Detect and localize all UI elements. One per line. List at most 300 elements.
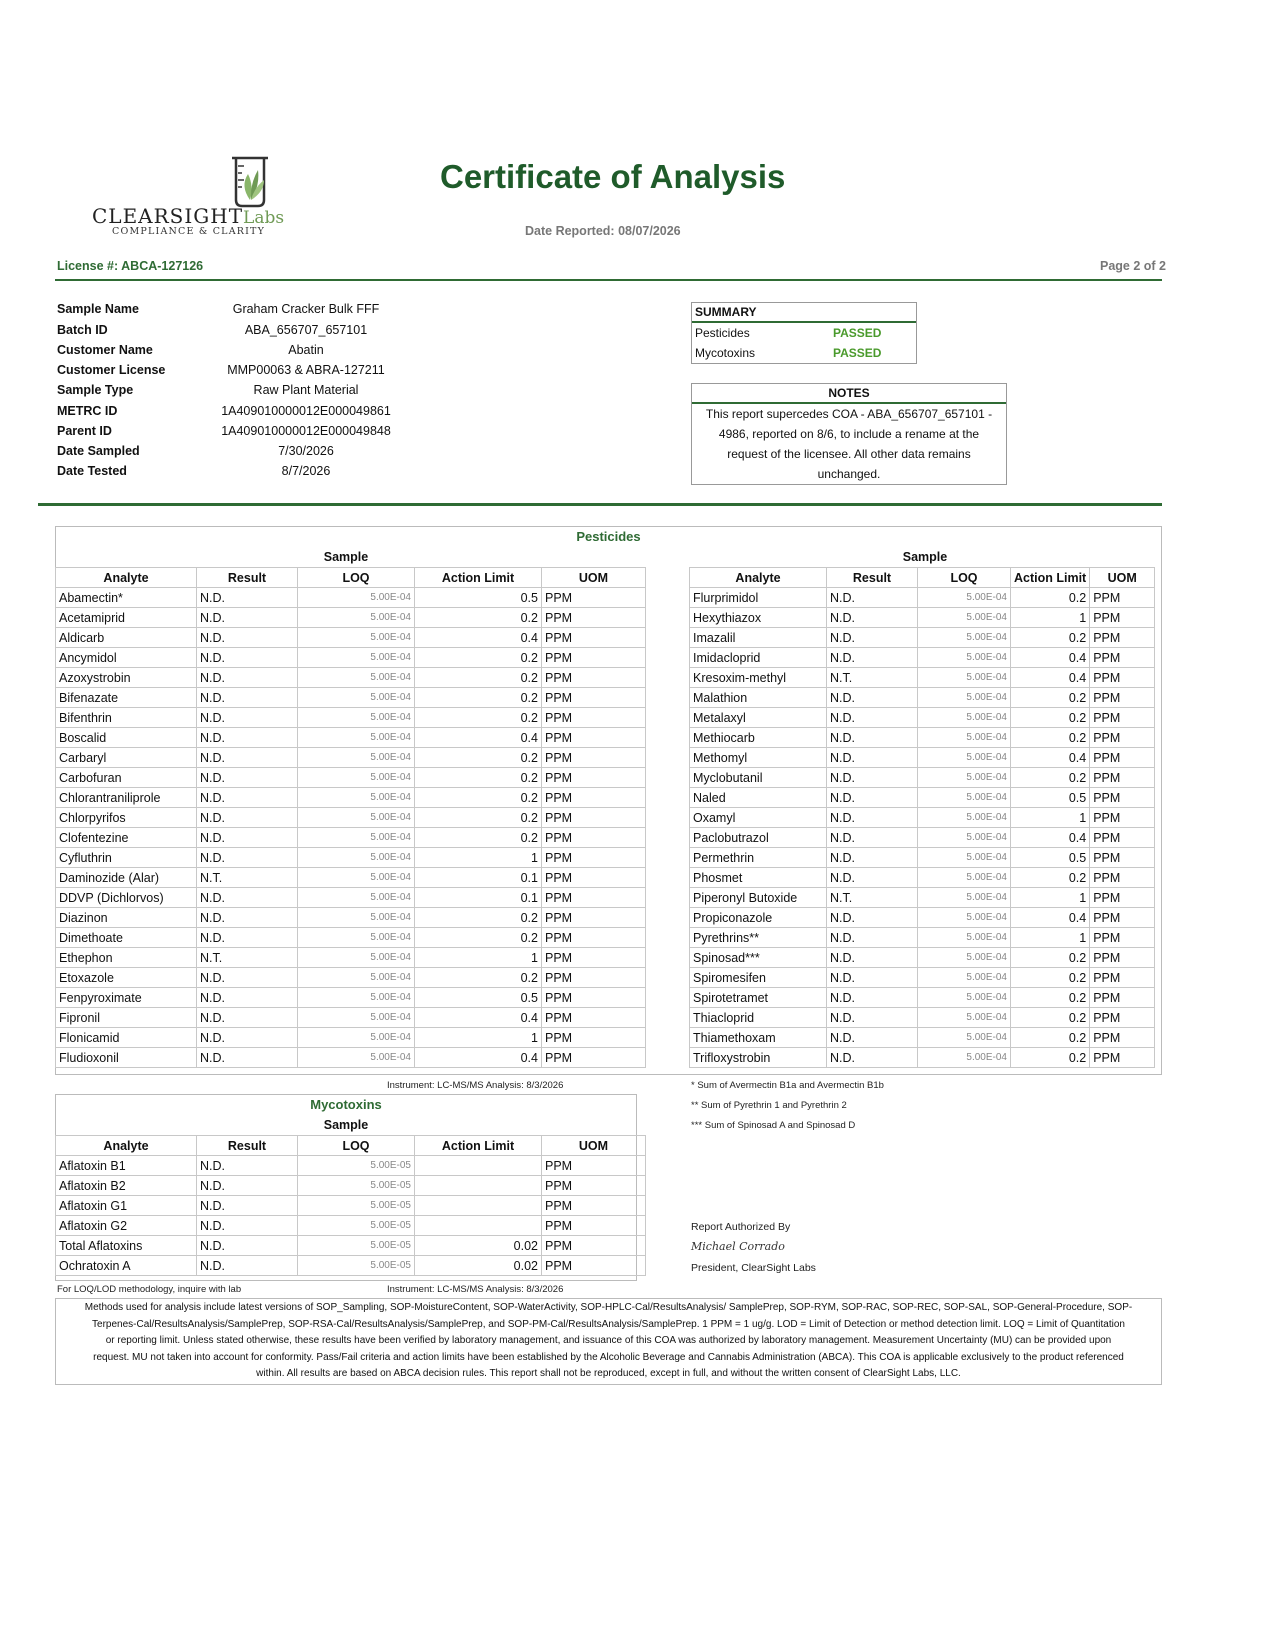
table-cell: N.D. (197, 768, 298, 788)
table-cell: Diazinon (56, 908, 197, 928)
table-cell: Hexythiazox (690, 608, 827, 628)
table-cell: 0.4 (1011, 908, 1090, 928)
info-label: METRC ID (57, 404, 118, 418)
table-cell: 5.00E-04 (298, 848, 415, 868)
table-cell: 0.2 (415, 928, 542, 948)
table-cell: 5.00E-05 (298, 1256, 415, 1276)
column-header: UOM (542, 1136, 646, 1156)
table-cell: 0.02 (415, 1256, 542, 1276)
table-cell: 5.00E-04 (298, 628, 415, 648)
table-row (690, 808, 1155, 828)
info-value: 1A409010000012E000049861 (221, 404, 391, 418)
table-cell: N.D. (827, 928, 918, 948)
table-cell: 0.1 (415, 868, 542, 888)
mycotoxins-sample-header: Sample (323, 1118, 369, 1132)
table-cell: PPM (542, 948, 646, 968)
table-row (56, 768, 646, 788)
pesticides-title: Pesticides (576, 529, 641, 544)
table-cell: PPM (542, 708, 646, 728)
table-cell: Dimethoate (56, 928, 197, 948)
table-cell: Fipronil (56, 1008, 197, 1028)
table-cell: Flurprimidol (690, 588, 827, 608)
pesticides-table-left (55, 567, 646, 1068)
table-cell: Methomyl (690, 748, 827, 768)
table-cell: 0.2 (1011, 868, 1090, 888)
info-label: Sample Name (57, 302, 139, 316)
table-row (56, 1028, 646, 1048)
table-cell: PPM (542, 828, 646, 848)
table-row (56, 628, 646, 648)
table-cell: Piperonyl Butoxide (690, 888, 827, 908)
table-cell: 5.00E-04 (298, 1008, 415, 1028)
info-label: Batch ID (57, 323, 108, 337)
info-value: 7/30/2026 (278, 444, 334, 458)
table-cell: N.D. (827, 768, 918, 788)
table-cell: N.D. (197, 1008, 298, 1028)
table-row (56, 948, 646, 968)
table-row (56, 668, 646, 688)
table-row (690, 868, 1155, 888)
table-cell: PPM (1090, 948, 1155, 968)
column-header: Analyte (690, 568, 827, 588)
table-cell: PPM (542, 788, 646, 808)
table-cell: PPM (1090, 668, 1155, 688)
table-cell: Thiacloprid (690, 1008, 827, 1028)
table-cell: 5.00E-04 (298, 708, 415, 728)
table-cell: Malathion (690, 688, 827, 708)
table-cell: 0.2 (1011, 768, 1090, 788)
table-cell: PPM (1090, 1008, 1155, 1028)
sample-header-left: Sample (323, 550, 369, 564)
table-cell: 5.00E-04 (918, 588, 1011, 608)
table-row (56, 908, 646, 928)
table-cell: 1 (415, 1028, 542, 1048)
info-label: Sample Type (57, 383, 134, 397)
page-title: Certificate of Analysis (440, 158, 786, 195)
table-cell: N.T. (827, 668, 918, 688)
table-row (56, 988, 646, 1008)
table-cell: 5.00E-04 (298, 908, 415, 928)
table-cell: N.D. (197, 988, 298, 1008)
table-cell: PPM (1090, 808, 1155, 828)
table-cell: 5.00E-05 (298, 1196, 415, 1216)
table-cell: Aflatoxin B1 (56, 1156, 197, 1176)
table-row (690, 888, 1155, 908)
table-cell: 5.00E-04 (298, 588, 415, 608)
table-cell: N.D. (197, 668, 298, 688)
table-row (690, 788, 1155, 808)
info-value: ABA_656707_657101 (244, 323, 368, 337)
table-cell: 1 (1011, 888, 1090, 908)
table-cell: N.D. (197, 968, 298, 988)
table-row (56, 1256, 646, 1276)
column-header: Result (197, 1136, 298, 1156)
table-cell: PPM (1090, 928, 1155, 948)
table-row (690, 1028, 1155, 1048)
summary-box (691, 302, 917, 364)
table-cell: N.D. (197, 628, 298, 648)
table-cell: N.D. (197, 1176, 298, 1196)
methods-disclaimer: Methods used for analysis include latest versions of SOP_Sampling, SOP-MoistureContent, SOP-WaterActivity, SOP-HPLC-Cal/ResultsAnalysis/ SamplePrep, SOP-RYM, SOP-RAC, SOP-REC, SOP-SAL, SOP-General-Procedure, SOP- Terpenes-Cal/ResultsAnalysis/SamplePrep, SOP-RSA-Cal/ResultsAnalysis/SamplePrep, and SOP-PM-Cal/ResultsAnalysis/SamplePrep. 1 PPM = 1 ug/g. LOD = Limit of Detection or method detection limit. LOQ = Limit of Quantitation or reporting limit. Unless stated otherwise, these results have been verified by laboratory management, and issuance of this COA was authorized by laboratory management. Measurement Uncertainty (MU) can be provided upon request. MU not taken into account for conformity. Pass/Fail criteria and action limits have been established by the Alcoholic Beverage and Cannabis Administration (ABCA). This COA is applicable exclusively to the product referenced within. All results are based on ABCA decision rules. This report shall not be reproduced, except in full, and without the written consent of ClearSight Labs, LLC. (55, 1298, 1162, 1385)
column-header: LOQ (298, 568, 415, 588)
table-cell: 0.2 (1011, 1008, 1090, 1028)
table-cell: N.D. (827, 728, 918, 748)
column-header: LOQ (918, 568, 1011, 588)
table-cell: N.D. (827, 948, 918, 968)
table-cell: 1 (1011, 808, 1090, 828)
table-cell: Azoxystrobin (56, 668, 197, 688)
table-cell: 0.4 (1011, 648, 1090, 668)
table-cell: N.D. (197, 808, 298, 828)
summary-title: SUMMARY (692, 303, 916, 323)
table-row (690, 588, 1155, 608)
table-cell: Imazalil (690, 628, 827, 648)
table-row (56, 928, 646, 948)
table-cell: 5.00E-04 (298, 788, 415, 808)
table-cell: Ochratoxin A (56, 1256, 197, 1276)
table-cell: 5.00E-04 (918, 728, 1011, 748)
mycotoxins-table (55, 1135, 646, 1276)
table-cell: Imidacloprid (690, 648, 827, 668)
table-row (56, 1216, 646, 1236)
column-header: Action Limit (1011, 568, 1090, 588)
table-cell: N.D. (197, 648, 298, 668)
table-cell: Cyfluthrin (56, 848, 197, 868)
notes-body: This report supercedes COA - ABA_656707_657101 - 4986, reported on 8/6, to include a rename at the request of the licensee. All other data remains unchanged. (705, 407, 993, 481)
table-cell: 5.00E-04 (298, 1028, 415, 1048)
table-cell: 0.2 (415, 688, 542, 708)
table-cell: 0.2 (415, 608, 542, 628)
table-cell: N.D. (827, 608, 918, 628)
table-cell: 0.2 (415, 648, 542, 668)
table-row (56, 1048, 646, 1068)
table-cell: 0.2 (415, 968, 542, 988)
table-row (56, 848, 646, 868)
table-cell: 5.00E-04 (298, 888, 415, 908)
table-cell: 5.00E-04 (298, 928, 415, 948)
table-cell: 0.2 (415, 748, 542, 768)
license-number: License #: ABCA-127126 (57, 259, 204, 273)
table-cell: PPM (542, 1048, 646, 1068)
table-cell: Permethrin (690, 848, 827, 868)
table-row (690, 948, 1155, 968)
table-cell: PPM (1090, 968, 1155, 988)
table-cell: 5.00E-04 (298, 948, 415, 968)
table-cell: 1 (415, 948, 542, 968)
table-cell (415, 1176, 542, 1196)
table-cell: 5.00E-04 (918, 908, 1011, 928)
table-row (56, 788, 646, 808)
table-cell: 0.4 (415, 728, 542, 748)
table-cell: N.D. (197, 888, 298, 908)
table-cell: Aflatoxin G1 (56, 1196, 197, 1216)
table-cell: 0.2 (1011, 948, 1090, 968)
table-row (690, 648, 1155, 668)
table-cell: PPM (1090, 908, 1155, 928)
table-cell: N.T. (827, 888, 918, 908)
table-cell: 5.00E-04 (918, 708, 1011, 728)
pesticides-table-right (689, 567, 1155, 1068)
table-cell (415, 1156, 542, 1176)
status-badge: PASSED (833, 346, 882, 360)
table-cell: Paclobutrazol (690, 828, 827, 848)
table-cell: N.D. (197, 1236, 298, 1256)
table-header-row (56, 1136, 646, 1156)
table-row (56, 1236, 646, 1256)
table-row (690, 728, 1155, 748)
table-cell: PPM (1090, 708, 1155, 728)
table-cell: Chlorpyrifos (56, 808, 197, 828)
table-cell: 0.4 (1011, 668, 1090, 688)
table-cell: PPM (542, 688, 646, 708)
table-cell: N.D. (197, 688, 298, 708)
table-cell (415, 1196, 542, 1216)
table-cell: PPM (542, 628, 646, 648)
table-cell: N.D. (827, 708, 918, 728)
table-row (56, 1196, 646, 1216)
table-cell: PPM (542, 888, 646, 908)
table-cell: Chlorantraniliprole (56, 788, 197, 808)
table-cell: N.D. (197, 828, 298, 848)
table-row (690, 768, 1155, 788)
table-cell: PPM (1090, 768, 1155, 788)
table-row (690, 1048, 1155, 1068)
table-cell: 5.00E-04 (918, 808, 1011, 828)
table-row (690, 708, 1155, 728)
table-cell: N.D. (827, 1028, 918, 1048)
table-cell: 5.00E-04 (918, 888, 1011, 908)
table-cell: 5.00E-05 (298, 1176, 415, 1196)
table-cell: PPM (1090, 1048, 1155, 1068)
table-cell: PPM (542, 988, 646, 1008)
info-value: Abatin (288, 343, 324, 357)
table-cell: N.D. (197, 608, 298, 628)
table-row (690, 828, 1155, 848)
table-cell: Phosmet (690, 868, 827, 888)
table-cell: Kresoxim-methyl (690, 668, 827, 688)
table-row (56, 708, 646, 728)
table-cell: 0.2 (1011, 1048, 1090, 1068)
table-row (56, 808, 646, 828)
section-rule (38, 503, 1162, 506)
table-cell: 5.00E-04 (918, 1048, 1011, 1068)
table-row (690, 748, 1155, 768)
table-cell: Flonicamid (56, 1028, 197, 1048)
table-cell: PPM (1090, 868, 1155, 888)
table-cell: 5.00E-04 (298, 608, 415, 628)
table-cell: N.D. (197, 1196, 298, 1216)
table-cell: 1 (1011, 608, 1090, 628)
table-row (690, 688, 1155, 708)
table-cell: PPM (542, 1256, 646, 1276)
table-cell: N.D. (827, 848, 918, 868)
table-cell: N.D. (197, 1156, 298, 1176)
table-cell: N.D. (827, 1008, 918, 1028)
status-badge: PASSED (833, 326, 882, 340)
table-cell: 5.00E-04 (298, 968, 415, 988)
table-cell: N.D. (197, 1216, 298, 1236)
table-cell: 0.2 (415, 768, 542, 788)
table-cell: Total Aflatoxins (56, 1236, 197, 1256)
table-cell: DDVP (Dichlorvos) (56, 888, 197, 908)
table-cell: 0.2 (1011, 688, 1090, 708)
table-cell: Clofentezine (56, 828, 197, 848)
table-cell: Trifloxystrobin (690, 1048, 827, 1068)
table-cell: Spiromesifen (690, 968, 827, 988)
table-cell: 5.00E-04 (918, 988, 1011, 1008)
column-header: Analyte (56, 1136, 197, 1156)
table-cell: Myclobutanil (690, 768, 827, 788)
table-cell: 0.2 (1011, 588, 1090, 608)
table-cell: 5.00E-04 (918, 948, 1011, 968)
table-cell: N.D. (827, 628, 918, 648)
table-cell: 0.1 (415, 888, 542, 908)
table-cell: Propiconazole (690, 908, 827, 928)
table-cell: PPM (1090, 848, 1155, 868)
table-row (690, 908, 1155, 928)
table-row (56, 1156, 646, 1176)
table-cell: PPM (542, 768, 646, 788)
table-cell: N.T. (197, 948, 298, 968)
table-cell: PPM (542, 608, 646, 628)
table-row (690, 668, 1155, 688)
table-cell: Fenpyroximate (56, 988, 197, 1008)
table-cell: N.T. (197, 868, 298, 888)
table-cell: N.D. (197, 748, 298, 768)
mycotoxins-title: Mycotoxins (310, 1097, 382, 1112)
table-row (56, 608, 646, 628)
table-cell: Ancymidol (56, 648, 197, 668)
column-header: UOM (542, 568, 646, 588)
table-cell: N.D. (827, 908, 918, 928)
table-cell: N.D. (827, 968, 918, 988)
table-cell: 0.2 (1011, 728, 1090, 748)
table-cell: Etoxazole (56, 968, 197, 988)
table-cell: N.D. (197, 928, 298, 948)
table-cell: 5.00E-04 (918, 928, 1011, 948)
table-cell: PPM (542, 908, 646, 928)
table-cell: 1 (415, 848, 542, 868)
table-row (56, 748, 646, 768)
table-cell: N.D. (827, 688, 918, 708)
table-cell: N.D. (197, 588, 298, 608)
table-cell: PPM (1090, 988, 1155, 1008)
table-cell: 5.00E-04 (918, 968, 1011, 988)
table-cell: PPM (1090, 748, 1155, 768)
table-cell: 5.00E-04 (298, 828, 415, 848)
table-cell: 5.00E-05 (298, 1156, 415, 1176)
info-value: MMP00063 & ABRA-127211 (227, 363, 385, 377)
table-cell: 0.5 (1011, 848, 1090, 868)
table-cell: PPM (542, 968, 646, 988)
table-row (690, 928, 1155, 948)
table-cell: PPM (542, 808, 646, 828)
table-cell: 0.5 (415, 588, 542, 608)
table-cell: PPM (542, 1156, 646, 1176)
summary-row: Mycotoxins PASSED (692, 343, 916, 363)
table-cell: 5.00E-04 (298, 988, 415, 1008)
table-cell: N.D. (827, 648, 918, 668)
footnote: * Sum of Avermectin B1a and Avermectin B1b (691, 1080, 884, 1091)
table-cell: 5.00E-04 (918, 608, 1011, 628)
loq-note: For LOQ/LOD methodology, inquire with lab (57, 1284, 242, 1295)
table-cell: 5.00E-04 (298, 668, 415, 688)
table-cell: PPM (1090, 728, 1155, 748)
info-value: Raw Plant Material (253, 383, 359, 397)
table-cell: N.D. (197, 728, 298, 748)
header-rule (55, 279, 1162, 281)
table-cell: PPM (1090, 588, 1155, 608)
table-row (56, 728, 646, 748)
table-cell: 5.00E-05 (298, 1216, 415, 1236)
table-row (56, 1176, 646, 1196)
table-cell: Aflatoxin B2 (56, 1176, 197, 1196)
table-cell: N.D. (827, 788, 918, 808)
table-row (690, 988, 1155, 1008)
table-cell: PPM (542, 588, 646, 608)
table-cell: 0.5 (415, 988, 542, 1008)
table-cell: PPM (542, 728, 646, 748)
mycotoxins-instrument: Instrument: LC-MS/MS Analysis: 8/3/2026 (387, 1284, 564, 1295)
table-cell: 5.00E-04 (298, 868, 415, 888)
table-row (56, 1008, 646, 1028)
table-cell: 0.4 (415, 1008, 542, 1028)
table-cell: Bifenazate (56, 688, 197, 708)
table-cell: 5.00E-04 (918, 748, 1011, 768)
table-cell: 5.00E-04 (918, 848, 1011, 868)
table-cell: Pyrethrins** (690, 928, 827, 948)
table-cell: 1 (1011, 928, 1090, 948)
table-row (56, 888, 646, 908)
table-cell: PPM (1090, 1028, 1155, 1048)
table-cell: 5.00E-04 (298, 728, 415, 748)
column-header: Result (197, 568, 298, 588)
table-row (690, 848, 1155, 868)
table-cell: Abamectin* (56, 588, 197, 608)
table-cell: Oxamyl (690, 808, 827, 828)
table-cell: 5.00E-04 (298, 748, 415, 768)
table-cell: PPM (542, 1028, 646, 1048)
table-row (56, 868, 646, 888)
table-cell: PPM (542, 648, 646, 668)
table-cell: 0.2 (1011, 968, 1090, 988)
info-label: Customer Name (57, 343, 153, 357)
info-value: Graham Cracker Bulk FFF (232, 302, 380, 316)
table-row (56, 648, 646, 668)
table-cell: N.D. (827, 988, 918, 1008)
authorizer-title: President, ClearSight Labs (691, 1262, 816, 1274)
table-cell: 5.00E-04 (918, 668, 1011, 688)
table-cell: PPM (542, 1216, 646, 1236)
table-row (56, 828, 646, 848)
table-cell: Daminozide (Alar) (56, 868, 197, 888)
table-cell: 5.00E-04 (918, 1008, 1011, 1028)
table-cell: 0.2 (415, 808, 542, 828)
column-header: Result (827, 568, 918, 588)
table-cell: N.D. (827, 868, 918, 888)
table-cell: Thiamethoxam (690, 1028, 827, 1048)
table-cell: N.D. (827, 748, 918, 768)
sample-header-right: Sample (902, 550, 948, 564)
table-cell: N.D. (197, 908, 298, 928)
table-cell: Ethephon (56, 948, 197, 968)
table-cell: PPM (542, 1176, 646, 1196)
table-cell: Naled (690, 788, 827, 808)
table-cell: 5.00E-04 (298, 808, 415, 828)
table-cell: 0.2 (415, 788, 542, 808)
table-cell: PPM (542, 868, 646, 888)
page-number: Page 2 of 2 (1100, 259, 1166, 273)
